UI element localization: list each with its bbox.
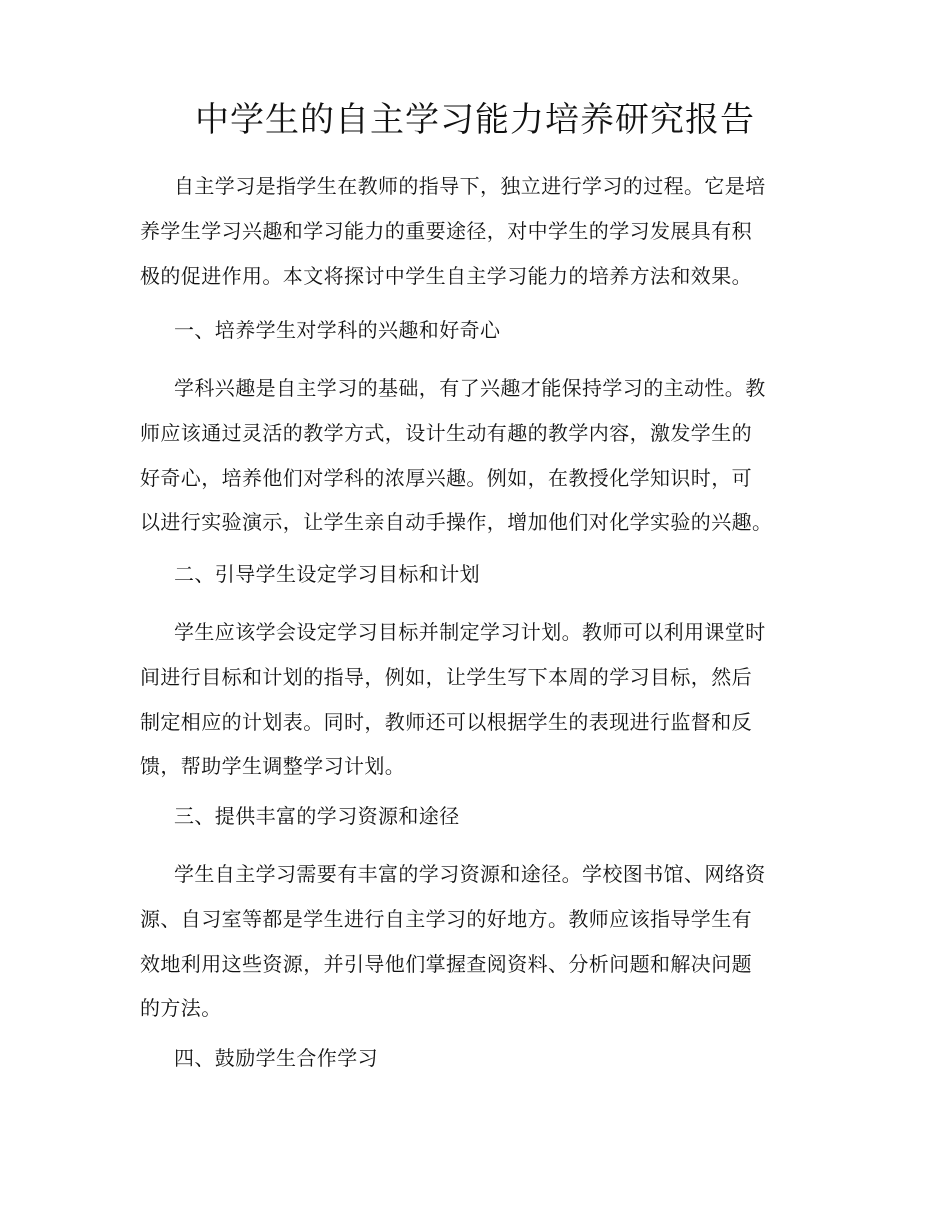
paragraph-line: 效地利用这些资源，并引导他们掌握查阅资料、分析问题和解决问题 bbox=[140, 951, 752, 976]
section-heading-4 bbox=[140, 1036, 840, 1081]
paragraph-line: 的方法。 bbox=[140, 996, 222, 1021]
section-heading-2 bbox=[140, 552, 840, 597]
paragraph-line: 以进行实验演示，让学生亲自动手操作，增加他们对化学实验的兴趣。 bbox=[140, 510, 773, 535]
page-title: 中学生的自主学习能力培养研究报告 bbox=[195, 100, 755, 140]
paragraph-line: 间进行目标和计划的指导，例如，让学生写下本周的学习目标，然后 bbox=[140, 664, 752, 689]
paragraph-line: 极的促进作用。本文将探讨中学生自主学习能力的培养方法和效果。 bbox=[140, 263, 752, 288]
section-heading-text: 四、鼓励学生合作学习 bbox=[174, 1046, 378, 1070]
section-heading-text: 三、提供丰富的学习资源和途径 bbox=[174, 804, 460, 828]
paragraph-intro bbox=[140, 164, 840, 298]
paragraph-line: 馈，帮助学生调整学习计划。 bbox=[140, 754, 406, 779]
paragraph-section-1 bbox=[140, 366, 840, 545]
paragraph-section-3 bbox=[140, 852, 840, 1031]
section-heading-3 bbox=[140, 794, 840, 839]
paragraph-line: 师应该通过灵活的教学方式，设计生动有趣的教学内容，激发学生的 bbox=[140, 420, 752, 445]
paragraph-section-2 bbox=[140, 610, 840, 789]
section-heading-1 bbox=[140, 308, 840, 353]
paragraph-line: 学生自主学习需要有丰富的学习资源和途径。学校图书馆、网络资 bbox=[174, 862, 766, 886]
paragraph-line: 养学生学习兴趣和学习能力的重要途径，对中学生的学习发展具有积 bbox=[140, 218, 752, 243]
paragraph-line: 制定相应的计划表。同时，教师还可以根据学生的表现进行监督和反 bbox=[140, 709, 752, 734]
paragraph-line: 源、自习室等都是学生进行自主学习的好地方。教师应该指导学生有 bbox=[140, 906, 752, 931]
paragraph-line: 自主学习是指学生在教师的指导下，独立进行学习的过程。它是培 bbox=[174, 174, 766, 198]
paragraph-line: 学科兴趣是自主学习的基础，有了兴趣才能保持学习的主动性。教 bbox=[174, 376, 766, 400]
section-heading-text: 一、培养学生对学科的兴趣和好奇心 bbox=[174, 318, 501, 342]
section-heading-text: 二、引导学生设定学习目标和计划 bbox=[174, 562, 480, 586]
paragraph-line: 学生应该学会设定学习目标并制定学习计划。教师可以利用课堂时 bbox=[174, 620, 766, 644]
paragraph-line: 好奇心，培养他们对学科的浓厚兴趣。例如，在教授化学知识时，可 bbox=[140, 465, 752, 490]
